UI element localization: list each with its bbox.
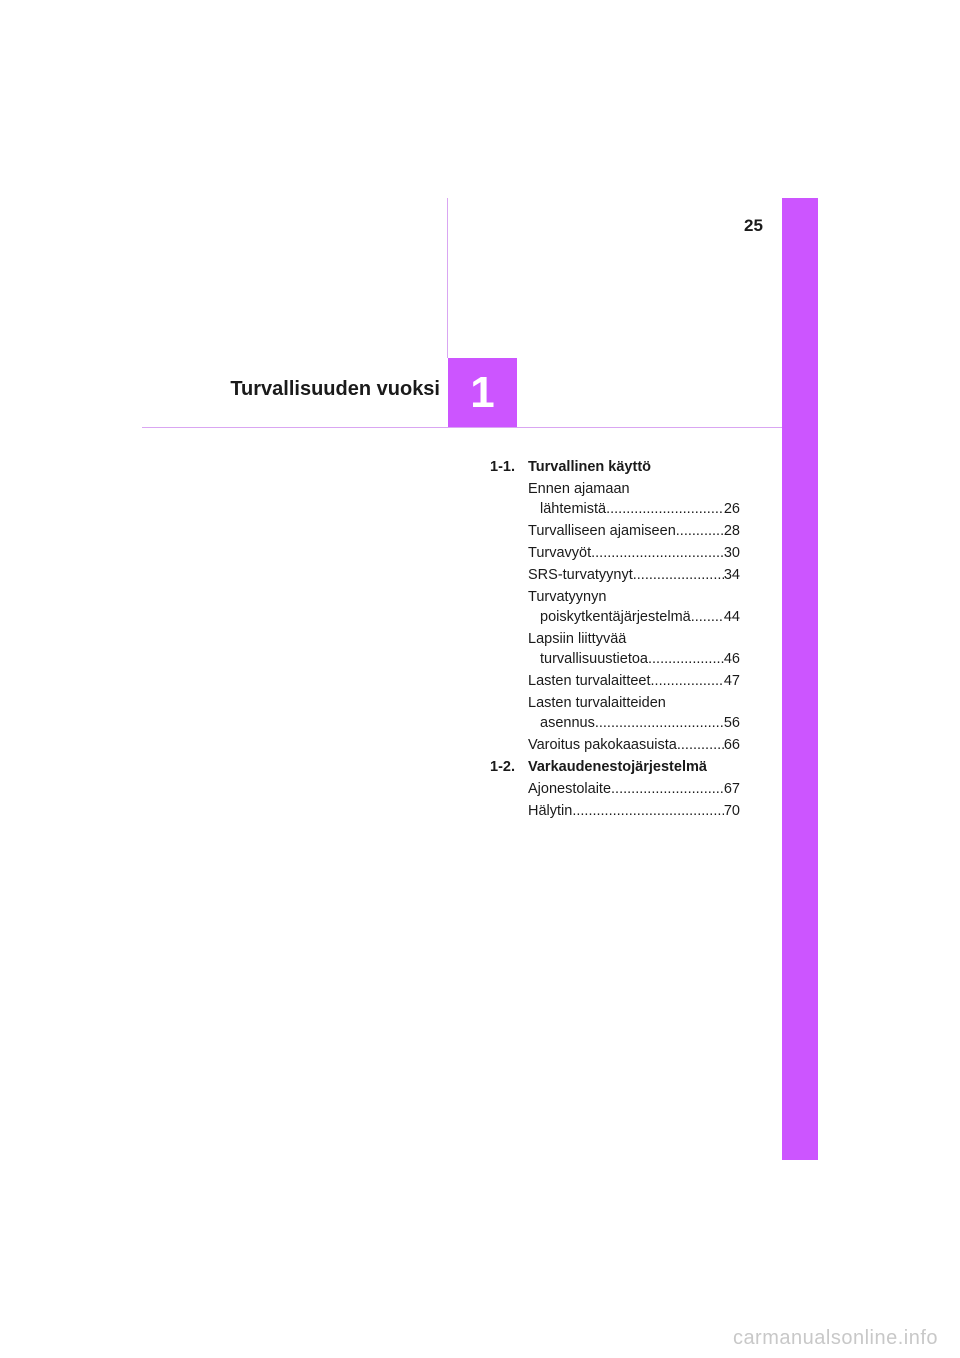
chapter-number-box (448, 358, 517, 427)
section-number: 1-1. (490, 459, 515, 475)
toc-entry[interactable] (528, 587, 740, 627)
watermark: carmanualsonline.info (732, 1327, 938, 1349)
section-number: 1-2. (490, 759, 515, 775)
toc-entry[interactable] (528, 565, 740, 585)
entry-title: SRS-turvatyynyt (528, 567, 633, 583)
entry-page: 67 (723, 781, 740, 797)
table-of-contents (490, 457, 740, 823)
entry-title: Varoitus pakokaasuista (528, 737, 677, 753)
entry-title: poiskytkentäjärjestelmä (540, 609, 691, 625)
entry-title: Lasten turvalaitteet (528, 673, 651, 689)
leader-dots (677, 735, 724, 755)
chapter-number: 1 (470, 367, 495, 417)
entry-page: 66 (723, 737, 740, 753)
leader-dots (691, 607, 724, 627)
entry-page: 56 (723, 715, 740, 731)
toc-entry[interactable] (528, 521, 740, 541)
entry-title-line1: Ennen ajamaan (528, 481, 630, 497)
entry-page: 44 (723, 609, 740, 625)
leader-dots (611, 779, 724, 799)
leader-dots (651, 671, 724, 691)
toc-section-heading[interactable] (490, 457, 740, 477)
entry-title-line1: Lasten turvalaitteiden (528, 695, 666, 711)
entry-page: 26 (723, 501, 740, 517)
leader-dots (676, 521, 724, 541)
leader-dots (595, 713, 724, 733)
entry-title-line1: Turvatyynyn (528, 589, 607, 605)
entry-title: asennus (540, 715, 595, 731)
toc-entry[interactable] (528, 693, 740, 733)
toc-entry[interactable] (528, 543, 740, 563)
entry-title: Ajonestolaite (528, 781, 612, 797)
entry-page: 70 (723, 803, 740, 819)
entry-page: 47 (723, 673, 740, 689)
entry-title: turvallisuustietoa (540, 651, 648, 667)
page-number: 25 (744, 216, 763, 235)
section-title: Turvallinen käyttö (528, 459, 652, 475)
leader-dots (633, 565, 724, 585)
entry-title-line1: Lapsiin liittyvää (528, 631, 627, 647)
toc-entry[interactable] (528, 801, 740, 821)
horizontal-rule (142, 427, 782, 428)
leader-dots (591, 543, 724, 563)
toc-entry[interactable] (528, 629, 740, 669)
entry-page: 46 (723, 651, 740, 667)
entry-page: 34 (723, 567, 740, 583)
toc-entry[interactable] (528, 479, 740, 519)
entry-title: Turvalliseen ajamiseen (528, 523, 676, 539)
toc-section-heading[interactable] (490, 757, 740, 777)
entry-title: lähtemistä (540, 501, 607, 517)
toc-entry[interactable] (528, 671, 740, 691)
toc-entry[interactable] (528, 779, 740, 799)
leader-dots (572, 801, 724, 821)
section-title: Varkaudenestojärjestelmä (528, 759, 707, 775)
vertical-rule (447, 198, 448, 358)
entry-page: 30 (723, 545, 740, 561)
entry-page: 28 (723, 523, 740, 539)
leader-dots (648, 649, 724, 669)
leader-dots (606, 499, 724, 519)
chapter-side-tab (782, 198, 818, 1160)
chapter-title: Turvallisuuden vuoksi (230, 378, 440, 400)
entry-title: Hälytin (528, 803, 573, 819)
toc-entry[interactable] (528, 735, 740, 755)
entry-title: Turvavyöt (528, 545, 592, 561)
